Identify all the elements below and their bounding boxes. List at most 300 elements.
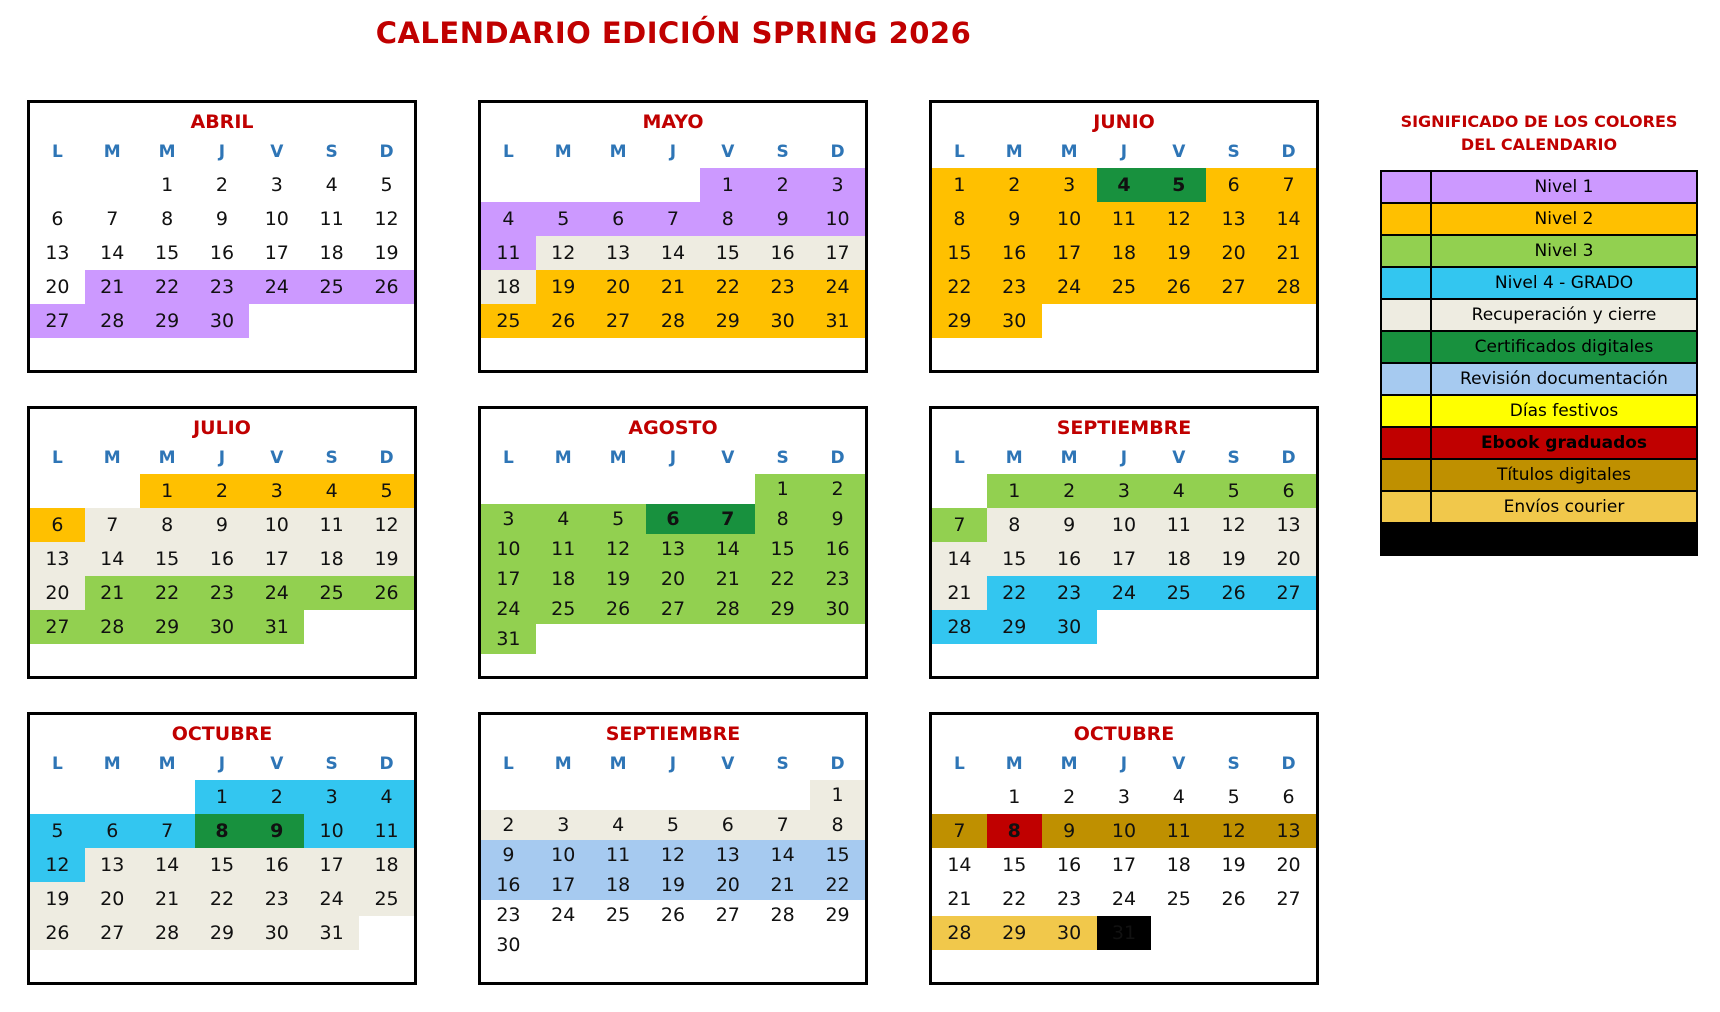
day-cell: 6 <box>30 508 85 542</box>
day-cell: 16 <box>195 542 250 576</box>
day-header-cell: D <box>830 754 845 774</box>
legend-swatch <box>1381 427 1431 459</box>
day-cell: 3 <box>1097 474 1152 508</box>
legend-row-5 <box>1381 331 1697 363</box>
day-cell: 26 <box>660 904 686 926</box>
week-row <box>481 236 865 270</box>
day-cell: 23 <box>1057 888 1082 910</box>
day-cell: 9 <box>1042 814 1097 848</box>
day-cell: 23 <box>810 564 865 594</box>
day-header-cell: L <box>52 448 63 468</box>
day-cell: 31 <box>249 610 304 644</box>
day-cell: 13 <box>591 236 646 270</box>
day-header-cell: M <box>103 448 121 468</box>
month-box-4-agosto <box>478 406 868 679</box>
day-cell: 8 <box>161 208 174 230</box>
day-cell: 22 <box>700 270 755 304</box>
day-cell: 28 <box>85 610 140 644</box>
day-cell: 19 <box>359 542 414 576</box>
day-cell: 29 <box>755 594 810 624</box>
empty-cell <box>30 474 85 508</box>
month-box-2-junio <box>929 100 1319 373</box>
day-header-cell: S <box>325 754 338 774</box>
month-title: JULIO <box>193 417 251 439</box>
month-table <box>932 748 1316 950</box>
month-box-5-septiembre <box>929 406 1319 679</box>
day-header-cell: D <box>379 754 394 774</box>
month-table <box>30 748 414 950</box>
day-cell: 16 <box>1042 542 1097 576</box>
empty-cell <box>536 168 591 202</box>
day-cell: 25 <box>304 270 359 304</box>
day-cell: 23 <box>755 270 810 304</box>
week-row <box>30 236 414 270</box>
day-cell: 11 <box>1151 814 1206 848</box>
week-row <box>481 504 865 534</box>
legend-title-line1: SIGNIFICADO DE LOS COLORES <box>1400 112 1678 131</box>
day-header-cell: S <box>776 448 789 468</box>
legend-swatch <box>1381 523 1431 555</box>
day-cell: 2 <box>195 474 250 508</box>
day-cell: 4 <box>325 174 338 196</box>
month-table <box>30 136 414 338</box>
day-cell: 23 <box>496 904 521 926</box>
week-row <box>30 270 414 304</box>
week-row <box>481 624 865 654</box>
day-cell: 24 <box>481 594 536 624</box>
month-table <box>30 442 414 644</box>
day-cell: 7 <box>85 508 140 542</box>
legend-row-4 <box>1381 299 1697 331</box>
day-header-cell: D <box>1281 448 1296 468</box>
day-cell: 19 <box>374 242 399 264</box>
day-cell: 17 <box>1111 854 1137 876</box>
day-cell: 5 <box>536 202 591 236</box>
day-cell: 30 <box>1042 916 1097 950</box>
empty-cell <box>85 168 140 202</box>
legend-swatch <box>1381 491 1431 523</box>
day-cell: 20 <box>85 882 140 916</box>
day-cell: 22 <box>140 576 195 610</box>
week-row <box>30 508 414 542</box>
day-cell: 8 <box>700 202 755 236</box>
page-title: CALENDARIO EDICIÓN SPRING 2026 <box>375 16 972 50</box>
day-cell: 3 <box>1117 786 1130 808</box>
day-cell: 5 <box>359 474 414 508</box>
week-row <box>932 882 1316 916</box>
day-cell: 5 <box>591 504 646 534</box>
day-cell: 20 <box>1276 854 1301 876</box>
day-cell: 25 <box>536 594 591 624</box>
day-cell: 18 <box>481 270 536 304</box>
legend-label: Nivel 2 <box>1431 203 1697 235</box>
day-cell: 10 <box>1042 202 1097 236</box>
week-row <box>30 168 414 202</box>
week-row <box>481 168 865 202</box>
day-header-row <box>932 136 1316 168</box>
day-cell: 12 <box>30 848 85 882</box>
day-cell: 15 <box>755 534 810 564</box>
day-cell: 18 <box>1151 542 1206 576</box>
day-header-cell: S <box>1227 448 1240 468</box>
legend-label: Certificados digitales <box>1431 331 1697 363</box>
day-cell: 22 <box>140 270 195 304</box>
day-header-cell: D <box>379 142 394 162</box>
day-cell: 13 <box>1206 202 1261 236</box>
day-cell: 3 <box>481 504 536 534</box>
day-header-cell: V <box>721 142 735 162</box>
day-cell: 15 <box>1002 854 1027 876</box>
empty-cell <box>536 930 591 960</box>
week-row <box>30 916 414 950</box>
day-cell: 31 <box>1097 916 1152 950</box>
month-box-6-octubre <box>27 712 417 985</box>
legend-swatch <box>1381 395 1431 427</box>
legend-label: Días festivos <box>1431 395 1697 427</box>
day-header-cell: S <box>325 142 338 162</box>
month-table <box>481 442 865 654</box>
day-cell: 31 <box>810 304 865 338</box>
week-row <box>932 474 1316 508</box>
day-cell: 7 <box>932 508 987 542</box>
calendar-grid <box>27 100 1319 985</box>
day-header-cell: M <box>1005 448 1023 468</box>
week-row <box>932 848 1316 882</box>
empty-cell <box>1206 304 1261 338</box>
day-cell: 6 <box>1206 168 1261 202</box>
day-header-cell: D <box>379 448 394 468</box>
day-cell: 29 <box>932 304 987 338</box>
day-cell: 22 <box>755 564 810 594</box>
day-cell: 11 <box>359 814 414 848</box>
empty-cell <box>646 624 701 654</box>
day-cell: 28 <box>85 304 140 338</box>
empty-cell <box>591 930 646 960</box>
week-row <box>932 236 1316 270</box>
day-cell: 14 <box>100 242 125 264</box>
day-header-cell: M <box>609 142 627 162</box>
week-row <box>30 882 414 916</box>
day-cell: 8 <box>987 508 1042 542</box>
day-cell: 19 <box>1206 542 1261 576</box>
day-cell: 17 <box>1097 542 1152 576</box>
day-cell: 22 <box>932 270 987 304</box>
day-header-cell: M <box>158 754 176 774</box>
day-cell: 21 <box>140 882 195 916</box>
week-row <box>481 810 865 840</box>
legend-row-3 <box>1381 267 1697 299</box>
day-header-cell: S <box>1227 142 1240 162</box>
day-cell: 25 <box>304 576 359 610</box>
day-cell: 4 <box>1097 168 1152 202</box>
day-cell: 8 <box>140 508 195 542</box>
day-cell: 24 <box>249 576 304 610</box>
day-cell: 29 <box>195 916 250 950</box>
day-cell: 9 <box>810 504 865 534</box>
empty-cell <box>481 168 536 202</box>
day-cell: 2 <box>810 474 865 504</box>
day-cell: 4 <box>359 780 414 814</box>
day-cell: 21 <box>85 576 140 610</box>
empty-cell <box>755 624 810 654</box>
day-header-cell: V <box>1172 448 1186 468</box>
month-box-3-julio <box>27 406 417 679</box>
empty-cell <box>359 916 414 950</box>
day-cell: 16 <box>810 534 865 564</box>
week-row <box>481 594 865 624</box>
day-cell: 15 <box>987 542 1042 576</box>
day-cell: 1 <box>140 474 195 508</box>
day-cell: 1 <box>195 780 250 814</box>
day-cell: 4 <box>304 474 359 508</box>
month-table <box>932 136 1316 338</box>
day-cell: 16 <box>249 848 304 882</box>
day-cell: 11 <box>319 208 344 230</box>
day-cell: 17 <box>249 542 304 576</box>
day-cell: 2 <box>1063 786 1076 808</box>
day-cell: 12 <box>374 208 399 230</box>
day-cell: 30 <box>249 916 304 950</box>
week-row <box>30 780 414 814</box>
empty-cell <box>1151 916 1206 950</box>
empty-cell <box>591 624 646 654</box>
day-header-cell: M <box>554 448 572 468</box>
week-row <box>481 780 865 810</box>
empty-cell <box>932 780 987 814</box>
day-header-cell: J <box>669 754 677 774</box>
day-cell: 6 <box>85 814 140 848</box>
day-header-cell: D <box>830 142 845 162</box>
legend-swatch <box>1381 299 1431 331</box>
day-cell: 10 <box>810 202 865 236</box>
day-cell: 17 <box>1042 236 1097 270</box>
day-cell: 20 <box>45 276 70 298</box>
day-cell: 15 <box>140 542 195 576</box>
empty-cell <box>536 474 591 504</box>
day-cell: 30 <box>987 304 1042 338</box>
day-cell: 22 <box>1002 888 1027 910</box>
day-cell: 11 <box>591 840 646 870</box>
day-cell: 20 <box>1206 236 1261 270</box>
day-cell: 21 <box>85 270 140 304</box>
day-cell: 30 <box>195 304 250 338</box>
day-cell: 3 <box>270 174 283 196</box>
empty-cell <box>30 780 85 814</box>
day-cell: 5 <box>30 814 85 848</box>
day-cell: 23 <box>195 270 250 304</box>
day-cell: 2 <box>215 174 228 196</box>
day-header-cell: J <box>218 142 226 162</box>
day-cell: 14 <box>755 840 810 870</box>
day-cell: 1 <box>1008 786 1021 808</box>
day-cell: 10 <box>304 814 359 848</box>
day-cell: 13 <box>1261 814 1316 848</box>
month-box-8-octubre <box>929 712 1319 985</box>
day-cell: 29 <box>987 916 1042 950</box>
day-cell: 22 <box>195 882 250 916</box>
empty-cell <box>700 624 755 654</box>
day-header-cell: J <box>1120 142 1128 162</box>
day-header-cell: J <box>669 142 677 162</box>
legend-row-9 <box>1381 459 1697 491</box>
day-cell: 27 <box>646 594 701 624</box>
day-cell: 22 <box>987 576 1042 610</box>
day-header-row <box>932 442 1316 474</box>
day-cell: 8 <box>810 810 865 840</box>
day-cell: 28 <box>932 916 987 950</box>
empty-cell <box>1151 610 1206 644</box>
empty-cell <box>1097 304 1152 338</box>
week-row <box>932 610 1316 644</box>
day-cell: 5 <box>1227 786 1240 808</box>
day-header-cell: L <box>52 754 63 774</box>
day-cell: 30 <box>755 304 810 338</box>
empty-cell <box>700 930 755 960</box>
day-cell: 12 <box>591 534 646 564</box>
day-cell: 8 <box>755 504 810 534</box>
day-cell: 9 <box>755 202 810 236</box>
day-cell: 9 <box>215 208 228 230</box>
day-cell: 20 <box>646 564 701 594</box>
day-header-cell: L <box>503 142 514 162</box>
empty-cell <box>536 624 591 654</box>
day-cell: 31 <box>481 624 536 654</box>
empty-cell <box>140 780 195 814</box>
day-cell: 21 <box>755 870 810 900</box>
empty-cell <box>810 930 865 960</box>
week-row <box>932 814 1316 848</box>
week-row <box>481 930 865 960</box>
legend-label: Nivel 4 - GRADO <box>1431 267 1697 299</box>
day-cell: 10 <box>481 534 536 564</box>
day-cell: 30 <box>496 934 521 956</box>
day-cell: 16 <box>1057 854 1082 876</box>
day-cell: 23 <box>1042 576 1097 610</box>
week-row <box>932 780 1316 814</box>
day-cell: 27 <box>1276 888 1301 910</box>
day-header-cell: D <box>830 448 845 468</box>
day-cell: 29 <box>987 610 1042 644</box>
week-row <box>481 304 865 338</box>
day-cell: 17 <box>481 564 536 594</box>
day-cell: 9 <box>987 202 1042 236</box>
day-cell: 7 <box>700 504 755 534</box>
day-header-cell: M <box>554 754 572 774</box>
day-cell: 18 <box>1166 854 1191 876</box>
day-cell: 25 <box>1166 888 1191 910</box>
day-cell: 11 <box>1097 202 1152 236</box>
day-header-cell: S <box>776 754 789 774</box>
empty-cell <box>591 168 646 202</box>
day-cell: 26 <box>30 916 85 950</box>
day-header-cell: L <box>954 754 965 774</box>
day-cell: 10 <box>1097 508 1152 542</box>
empty-cell <box>85 780 140 814</box>
day-cell: 8 <box>987 814 1042 848</box>
legend-table <box>1380 170 1698 556</box>
empty-cell <box>85 474 140 508</box>
day-cell: 7 <box>140 814 195 848</box>
day-cell: 14 <box>646 236 701 270</box>
day-cell: 7 <box>106 208 119 230</box>
day-header-cell: M <box>1060 754 1078 774</box>
week-row <box>30 304 414 338</box>
week-row <box>30 474 414 508</box>
day-cell: 18 <box>1097 236 1152 270</box>
day-header-row <box>932 748 1316 780</box>
day-cell: 28 <box>700 594 755 624</box>
day-cell: 25 <box>481 304 536 338</box>
day-cell: 7 <box>755 810 810 840</box>
day-cell: 30 <box>195 610 250 644</box>
empty-cell <box>304 304 359 338</box>
day-cell: 21 <box>1261 236 1316 270</box>
legend-label: Envíos courier <box>1431 491 1697 523</box>
empty-cell <box>755 780 810 810</box>
month-box-0-abril <box>27 100 417 373</box>
day-cell: 5 <box>380 174 393 196</box>
legend-label: Títulos digitales <box>1431 459 1697 491</box>
day-cell: 26 <box>1206 576 1261 610</box>
day-header-cell: V <box>270 142 284 162</box>
day-cell: 13 <box>45 242 70 264</box>
day-cell: 13 <box>85 848 140 882</box>
day-cell: 17 <box>810 236 865 270</box>
month-title: MAYO <box>642 111 704 133</box>
day-cell: 12 <box>359 508 414 542</box>
legend-label: Nivel 3 <box>1431 235 1697 267</box>
day-cell: 5 <box>1151 168 1206 202</box>
day-header-row <box>30 748 414 780</box>
empty-cell <box>646 780 701 810</box>
day-cell: 4 <box>481 202 536 236</box>
day-cell: 16 <box>481 870 536 900</box>
day-cell: 23 <box>987 270 1042 304</box>
week-row <box>481 534 865 564</box>
day-cell: 4 <box>536 504 591 534</box>
day-cell: 13 <box>646 534 701 564</box>
legend-swatch <box>1381 363 1431 395</box>
day-cell: 2 <box>481 810 536 840</box>
week-row <box>481 270 865 304</box>
month-title: SEPTIEMBRE <box>605 723 741 745</box>
week-row <box>932 270 1316 304</box>
day-cell: 12 <box>536 236 591 270</box>
legend-row-0 <box>1381 171 1697 203</box>
day-cell: 9 <box>195 508 250 542</box>
day-cell: 19 <box>30 882 85 916</box>
day-cell: 2 <box>987 168 1042 202</box>
empty-cell <box>1042 304 1097 338</box>
day-cell: 26 <box>1151 270 1206 304</box>
day-cell: 6 <box>1282 786 1295 808</box>
day-cell: 14 <box>700 534 755 564</box>
day-cell: 3 <box>304 780 359 814</box>
legend-row-7 <box>1381 395 1697 427</box>
week-row <box>481 870 865 900</box>
day-cell: 19 <box>1151 236 1206 270</box>
day-cell: 23 <box>249 882 304 916</box>
day-cell: 15 <box>155 242 180 264</box>
day-cell: 2 <box>1042 474 1097 508</box>
empty-cell <box>1097 610 1152 644</box>
day-cell: 18 <box>304 542 359 576</box>
legend-label: Nivel 1 <box>1431 171 1697 203</box>
legend-label: Ebook graduados <box>1431 427 1697 459</box>
day-cell: 27 <box>1206 270 1261 304</box>
day-cell: 24 <box>1042 270 1097 304</box>
day-cell: 1 <box>700 168 755 202</box>
